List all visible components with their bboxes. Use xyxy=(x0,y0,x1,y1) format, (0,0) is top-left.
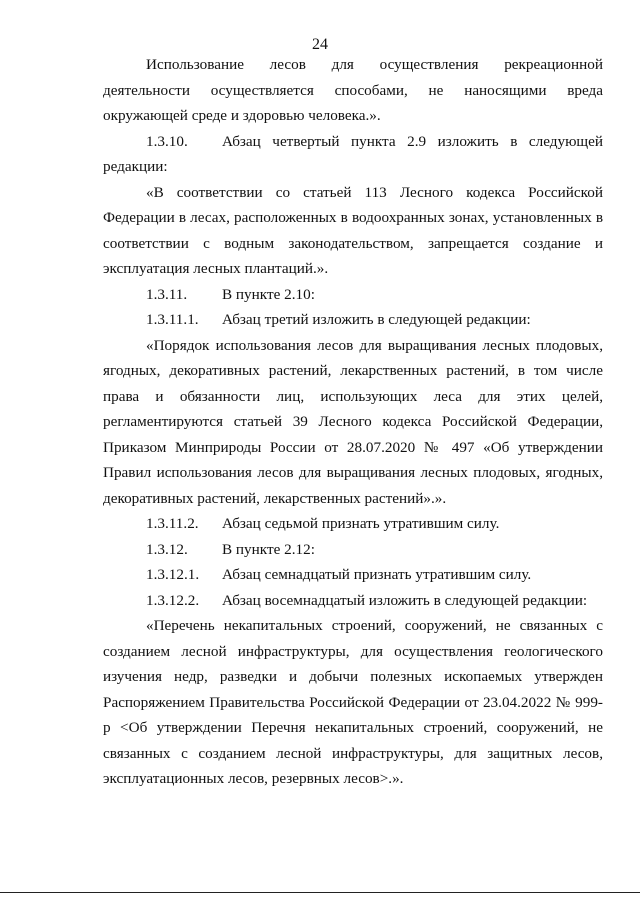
clause-number: 1.3.12.2. xyxy=(146,591,200,609)
clause-1-3-10 xyxy=(103,129,603,180)
clause-text: Абзац семнадцатый признать утратившим силу. xyxy=(222,566,532,583)
clause-number: 1.3.10. xyxy=(146,132,188,150)
clause-1-3-11 xyxy=(103,282,603,308)
clause-1-3-12 xyxy=(103,537,603,563)
clause-text: Абзац восемнадцатый изложить в следующей редакции: xyxy=(222,591,588,609)
clause-1-3-12-2 xyxy=(103,588,603,614)
clause-1-3-12-1 xyxy=(103,562,603,588)
clause-number: 1.3.11.2. xyxy=(146,515,199,532)
clause-text: Абзац седьмой признать утратившим силу. xyxy=(222,515,500,532)
clause-number: 1.3.12. xyxy=(146,540,188,558)
clause-text: Абзац четвертый пункта 2.9 изложить в следующей редакции: xyxy=(103,132,603,175)
clause-text: В пункте 2.12: xyxy=(222,540,315,558)
clause-text: Абзац третий изложить в следующей редакции: xyxy=(222,311,531,328)
clause-1-3-11-2 xyxy=(103,511,603,537)
document-body xyxy=(103,52,603,792)
paragraph-quote-article-39: «Порядок использования лесов для выращивания лесных плодовых, ягодных, декоративных растений, лекарственных растений, в том числе права и обязанности лиц, использующих леса для этих целей, регламентируются статьей 39 Лесного кодекса Российской Федерации, Приказом Минприроды России от 28.07.2020 № 497 «Об утверждении Правил использования лесов для выращивания лесных плодовых, ягодных, декоративных растений, лекарственных растений».». xyxy=(103,336,603,507)
paragraph-quote-order-999: «Перечень некапитальных строений, сооружений, не связанных с созданием лесной инфраструктуры, для осуществления геологического изучения недр, разведки и добычи полезных ископаемых утвержден Распоряжением Правительства Российской Федерации от 23.04.2022 № 999-р <Об утверждении Перечня некапитальных строений, сооружений, не связанных с созданием лесной инфраструктуры, для защитных лесов, эксплуатационных лесов, резервных лесов>.». xyxy=(103,617,603,787)
clause-1-3-11-1 xyxy=(103,307,603,333)
page-bottom-rule xyxy=(0,892,640,893)
clause-number: 1.3.11.1. xyxy=(146,311,199,328)
paragraph-recreation: Использование лесов для осуществления рекреационной деятельности осуществляется способами, не наносящими вреда окружающей среде и здоровью человека.». xyxy=(103,56,603,124)
page-number: 24 xyxy=(312,36,328,53)
clause-number: 1.3.11. xyxy=(146,285,188,303)
clause-text: В пункте 2.10: xyxy=(222,285,315,303)
clause-number: 1.3.12.1. xyxy=(146,566,200,583)
paragraph-quote-article-113: «В соответствии со статьей 113 Лесного кодекса Российской Федерации в лесах, расположенных в водоохранных зонах, установленных в соответствии с водным законодательством, запрещается создание и эксплуатация лесных плантаций.». xyxy=(103,183,603,277)
